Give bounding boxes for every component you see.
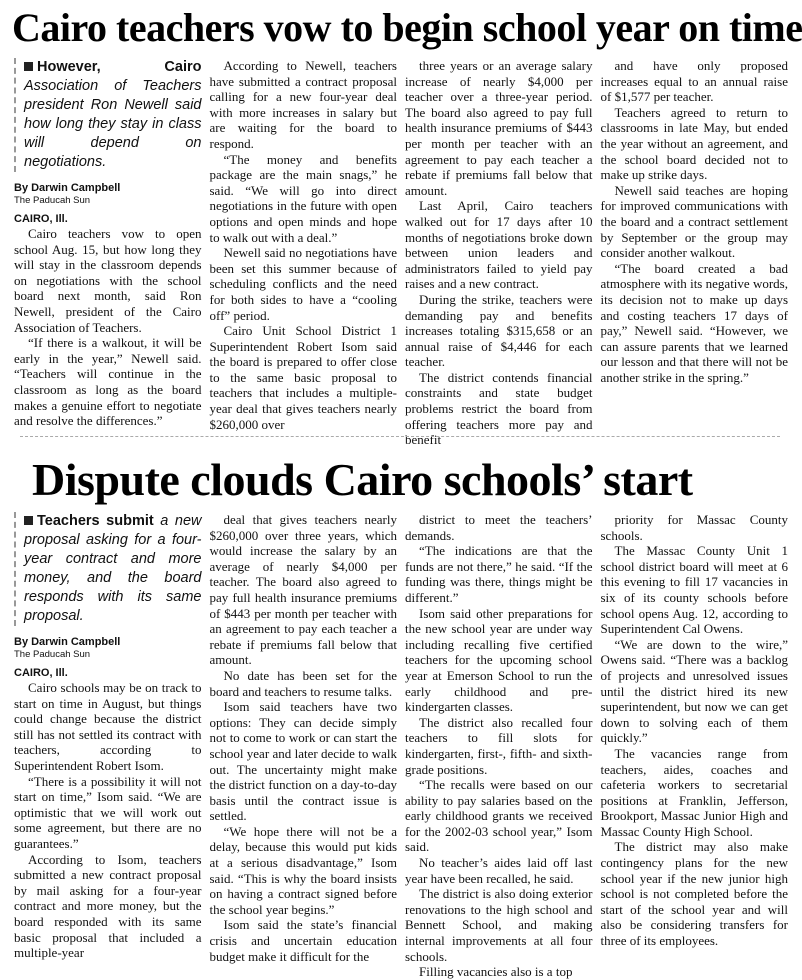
dateline: CAIRO, Ill. [14,667,68,679]
paragraph: “The recalls were based on our ability to pay salaries based on the early childhood grants we received for the 2002-03 school year,” Isom said. [405,777,593,855]
source: The Paducah Sun [14,195,91,206]
headline: Dispute clouds Cairo schools’ start [32,454,693,505]
deck [14,58,202,172]
paragraph: priority for Massac County schools. [600,512,788,543]
column-2 [206,58,402,432]
column-4 [597,512,793,954]
column-1 [10,58,206,429]
paragraph: “We hope there will not be a delay, because this would put kids at a serious disadvantage,” Isom said. “This is why the board insists on having a contract signed before the school year begins.” [209,823,397,917]
headline: Cairo teachers vow to begin school year on time [12,5,802,50]
paragraph: Newell said no negotiations have been set this summer because of scheduling conflicts and the need for both sides to have a “cooling off” period. [209,245,397,323]
paragraph: deal that gives teachers nearly $260,000 over three years, which would increase the salary by an average of nearly $4,000 per teacher. The board also agreed to pay full health insurance premiums of $443 per month per teacher with an agreement to pay each teacher a rebate if premiums fall below that amount. [209,512,397,668]
paragraph: The vacancies range from teachers, aides, coaches and cafeteria workers to secretarial positions at Franklin, Jefferson, Brookport, Massac Junior High and Massac County High School. [600,745,788,839]
paragraph: and have only proposed increases equal to an annual raise of $1,577 per teacher. [600,58,788,105]
byline: By Darwin Campbell [14,636,121,648]
paragraph: No teacher’s aides laid off last year have been recalled, he said. [405,855,593,886]
paragraph: “There is a possibility it will not start on time,” Isom said. “We are optimistic that we will work out some agreement, but there are no guarantees.” [14,773,202,851]
paragraph: Filling vacancies also is a top [419,964,573,980]
dateline: CAIRO, Ill. [14,213,68,225]
paragraph: Teachers agreed to return to classrooms in late May, but ended the year without an agreement, and the school board decided not to make up strike days. [600,104,788,183]
deck-lead: However, Cairo [37,59,202,75]
article-dispute-clouds [10,452,792,980]
source: The Paducah Sun [14,649,91,660]
bullet-square-icon [24,516,33,525]
column-3 [401,58,597,448]
byline: By Darwin Campbell [14,182,121,194]
paragraph: “We are down to the wire,” Owens said. “There was a backlog of projects and unresolved issues until the district hired its new superintendent, but now we can get down to solving each of them quickly.” [600,636,788,746]
paragraph: The district may also make contingency plans for the new school year if the new junior high school is not completed before the start of the school year and will also be considering transfers for three of its employees. [600,839,788,949]
article-divider [20,436,780,437]
paragraph: “The board created a bad atmosphere with its negative words, its decision not to make up days and costing teachers 17 days of pay,” Newell said. “However, we can assure parents that we learned our lesson and that there will not be another strike in the spring.” [600,260,788,385]
paragraph: “If there is a walkout, it will be early in the year,” Newell said. “Teachers will continue in the classroom as long as the board makes a genuine effort to negotiate and resolve the differences.” [14,335,202,429]
column-4 [597,58,793,409]
paragraph: The district also recalled four teachers to fill slots for kindergarten, first-, fifth- and sixth-grade positions. [405,714,593,777]
deck-lead: Teachers submit [37,513,154,529]
deck-text: Association of Teachers president Ron Newell said how long they stay in class will depend on negotiations. [24,78,202,170]
paragraph: The Massac County Unit 1 school district board will meet at 6 this evening to fill 17 vacancies in six of its county schools before school opens Aug. 12, according to Superintendent Cal Owens. [600,543,788,637]
paragraph: During the strike, teachers were demanding pay and benefits increases totaling $315,658 or an annual raise of $4,446 for each teacher. [405,291,593,370]
paragraph: The district is also doing exterior renovations to the high school and Bennett School, and making internal improvements at all four schools. [405,886,593,964]
deck [14,512,202,626]
paragraph: Cairo Unit School District 1 Superintendent Robert Isom said the board is prepared to offer close to the same basic proposal to teachers that includes a multiple-year deal that gives teachers nearly $260,000 over [209,323,397,432]
paragraph: “The money and benefits package are the main snags,” he said. “We will go into direct negotiations in the future with open options and open minds and hope to walk out with a deal.” [209,151,397,245]
deck-text: a new proposal asking for a four-year contract and more money, and the board responds with its same proposal. [24,513,202,624]
paragraph: three years or an average salary increase of nearly $4,000 per teacher over a three-year period. The board also agreed to pay full health insurance premiums of $443 per month per teacher with an agreement to pay each teacher a rebate if premiums fall below that amount. [405,58,593,198]
column-3 [401,512,597,980]
article-body [10,512,792,980]
bullet-square-icon [24,62,33,71]
paragraph: Last April, Cairo teachers walked out for 17 days after 10 months of negotiations broke down between union leaders and administrators failed to yield pay raises and a new contract. [405,198,593,292]
paragraph: Newell said teaches are hoping for improved communications with the board and a contract settlement by September or the group may consider another walkout. [600,182,788,261]
paragraph: Isom said the state’s financial crisis and uncertain education budget make it difficult for the [209,917,397,964]
paragraph: Isom said teachers have two options: They can decide simply not to come to work or can start the school year and later decide to walk out. The uncertainty might make the district function on a day-to-day basis until the contract issue is settled. [209,699,397,824]
paragraph: The district contends financial constraints and state budget problems restrict the board from offering teachers more pay and benefit [405,369,593,448]
paragraph: district to meet the teachers’ demands. [405,512,593,543]
paragraph: Isom said other preparations for the new school year are under way including recalling five certified teachers for the upcoming school year at Emerson School to run the early childhood and pre-kindergarten classes. [405,605,593,715]
article-teachers-vow [10,4,802,448]
column-2 [206,512,402,964]
article-body [10,58,792,448]
paragraph: Cairo teachers vow to open school Aug. 15, but how long they will stay in the classroom depends on negotiations with the school board next month, said Ron Newell, president of the Cairo Association of Teachers. [14,226,202,335]
paragraph: Cairo schools may be on track to start on time in August, but things could change because the district still has not settled its contract with teachers, according to Superintendent Robert Isom. [14,680,202,773]
paragraph: According to Newell, teachers have submitted a contract proposal calling for a new four-year deal with more increases in salary but are waiting for the board to respond. [209,58,397,151]
paragraph: No date has been set for the board and teachers to resume talks. [209,667,397,699]
paragraph: “The indications are that the funds are not there,” he said. “If the funding was there, things might be different.” [405,543,593,605]
paragraph: According to Isom, teachers submitted a new contract proposal by mail asking for a four-year contract and more money, but the board responded with its same basic proposal that included a multiple-year [14,851,202,961]
column-1 [10,512,206,961]
